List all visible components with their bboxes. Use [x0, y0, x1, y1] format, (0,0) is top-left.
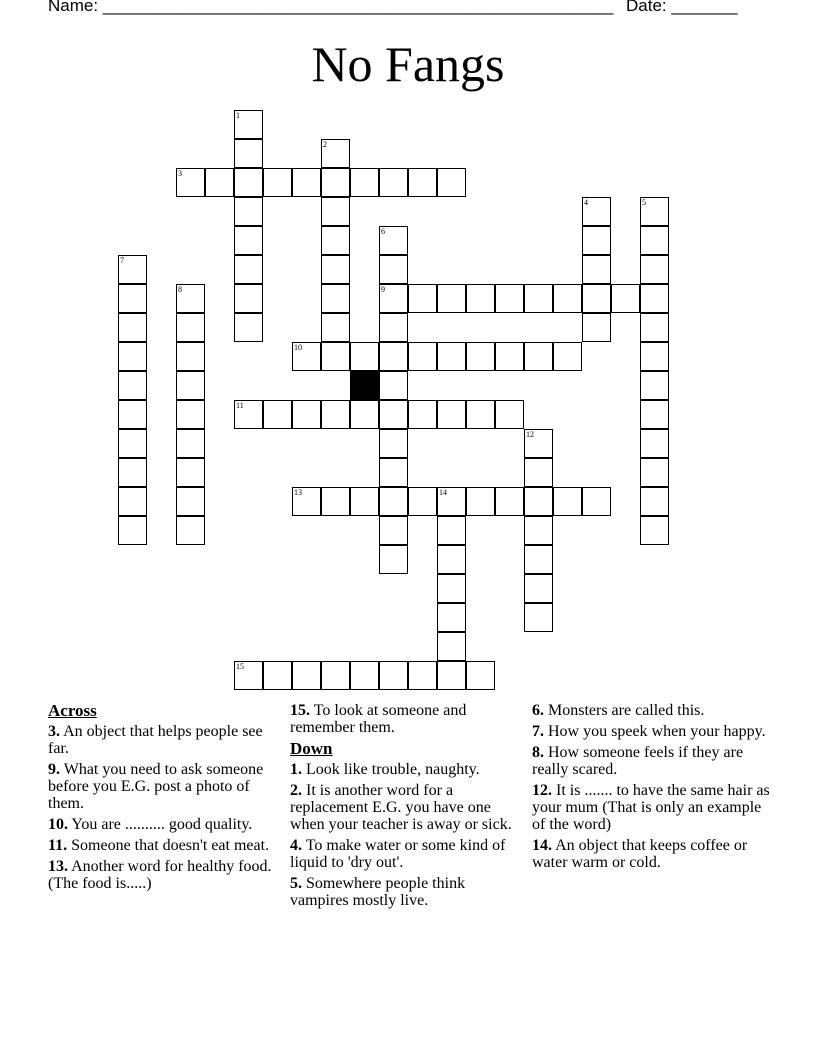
grid-cell[interactable] [234, 139, 263, 168]
grid-cell[interactable] [437, 661, 466, 690]
clue-number: 13. [48, 858, 68, 875]
clue-number: 6. [532, 702, 544, 719]
page-title: No Fangs [311, 36, 505, 92]
grid-cell[interactable] [524, 429, 553, 458]
grid-cell[interactable] [234, 400, 263, 429]
grid-cell[interactable] [437, 574, 466, 603]
cell-number: 15 [236, 662, 244, 671]
clue-number: 4. [290, 837, 302, 854]
grid-cell[interactable] [553, 284, 582, 313]
clue-down-4 [290, 837, 518, 871]
grid-cell[interactable] [640, 226, 669, 255]
grid-cell[interactable] [640, 197, 669, 226]
clue-number: 10. [48, 816, 68, 833]
clue-text: How someone feels if they are really scared. [532, 744, 744, 778]
grid-cell[interactable] [118, 255, 147, 284]
date-field[interactable]: Date: _______ [626, 0, 738, 15]
grid-cell[interactable] [321, 313, 350, 342]
clue-down-1 [290, 761, 518, 778]
grid-cell[interactable] [176, 313, 205, 342]
grid-cell[interactable] [379, 400, 408, 429]
grid-cell[interactable] [379, 487, 408, 516]
grid-cell[interactable] [640, 313, 669, 342]
grid-cell[interactable] [524, 342, 553, 371]
grid-cell[interactable] [611, 284, 640, 313]
grid-cell[interactable] [553, 487, 582, 516]
clue-down-14 [532, 837, 772, 871]
grid-cell[interactable] [437, 168, 466, 197]
grid-cell[interactable] [640, 458, 669, 487]
clue-text: It is another word for a replacement E.G. you have one when your teacher is away or sick. [290, 782, 512, 833]
grid-cell[interactable] [408, 284, 437, 313]
clue-number: 11. [48, 837, 68, 854]
grid-cell[interactable] [640, 429, 669, 458]
cell-number: 5 [642, 198, 646, 207]
clue-across-3 [48, 723, 280, 757]
grid-cell[interactable] [524, 574, 553, 603]
grid-cell[interactable] [176, 458, 205, 487]
grid-cell[interactable] [524, 545, 553, 574]
grid-cell[interactable] [350, 342, 379, 371]
clue-text: An object that keeps coffee or water warm or cold. [532, 837, 748, 871]
clue-number: 2. [290, 782, 302, 799]
grid-cell[interactable] [176, 429, 205, 458]
name-field[interactable]: Name: ______________________________________________________ [48, 0, 614, 15]
grid-cell[interactable] [234, 661, 263, 690]
cell-number: 14 [439, 488, 447, 497]
grid-cell[interactable] [466, 284, 495, 313]
grid-cell[interactable] [408, 400, 437, 429]
grid-cell[interactable] [292, 168, 321, 197]
grid-cell[interactable] [408, 487, 437, 516]
grid-cell[interactable] [582, 284, 611, 313]
grid-cell[interactable] [321, 487, 350, 516]
grid-cell[interactable] [379, 313, 408, 342]
clue-across-10 [48, 816, 280, 833]
cell-number: 12 [526, 430, 534, 439]
clue-number: 12. [532, 782, 552, 799]
grid-cell[interactable] [263, 400, 292, 429]
grid-cell[interactable] [466, 342, 495, 371]
grid-cell[interactable] [379, 168, 408, 197]
clue-text: What you need to ask someone before you E.G. post a photo of them. [48, 761, 264, 812]
grid-cell[interactable] [176, 284, 205, 313]
cell-number: 7 [120, 256, 124, 265]
grid-cell[interactable] [321, 255, 350, 284]
clue-down-6 [532, 702, 772, 719]
grid-cell[interactable] [321, 168, 350, 197]
grid-cell[interactable] [176, 342, 205, 371]
grid-cell[interactable] [466, 661, 495, 690]
grid-cell[interactable] [118, 313, 147, 342]
grid-cell[interactable] [350, 400, 379, 429]
clue-text: You are .......... good quality. [71, 816, 253, 833]
clue-text: Look like trouble, naughty. [306, 761, 480, 778]
clue-number: 8. [532, 744, 544, 761]
grid-cell[interactable] [379, 342, 408, 371]
clue-number: 15. [290, 702, 310, 719]
grid-cell[interactable] [437, 400, 466, 429]
grid-cell[interactable] [524, 284, 553, 313]
grid-cell[interactable] [350, 661, 379, 690]
clue-text: To look at someone and remember them. [290, 702, 467, 736]
grid-cell[interactable] [408, 661, 437, 690]
grid-cell[interactable] [379, 661, 408, 690]
clue-text: Monsters are called this. [548, 702, 705, 719]
across-heading: Across [48, 701, 97, 720]
grid-cell[interactable] [437, 545, 466, 574]
grid-cell[interactable] [379, 226, 408, 255]
grid-cell[interactable] [495, 284, 524, 313]
grid-cell[interactable] [176, 371, 205, 400]
grid-cell[interactable] [350, 487, 379, 516]
grid-cell[interactable] [118, 429, 147, 458]
clue-down-5 [290, 875, 518, 909]
grid-cell[interactable] [437, 516, 466, 545]
clue-number: 9. [48, 761, 60, 778]
grid-cell[interactable] [379, 429, 408, 458]
clue-text: Another word for healthy food. (The food is.....) [48, 858, 272, 892]
grid-cell[interactable] [234, 226, 263, 255]
grid-cell[interactable] [321, 226, 350, 255]
clue-number: 7. [532, 723, 544, 740]
grid-cell[interactable] [379, 516, 408, 545]
grid-cell[interactable] [379, 284, 408, 313]
grid-cell[interactable] [524, 516, 553, 545]
grid-cell[interactable] [495, 342, 524, 371]
grid-cell[interactable] [640, 284, 669, 313]
grid-cell[interactable] [118, 400, 147, 429]
grid-cell[interactable] [437, 632, 466, 661]
clue-down-8 [532, 744, 772, 778]
grid-cell[interactable] [263, 168, 292, 197]
grid-cell[interactable] [437, 487, 466, 516]
grid-cell[interactable] [234, 284, 263, 313]
clue-down-7 [532, 723, 772, 740]
grid-cell[interactable] [321, 400, 350, 429]
down-heading: Down [290, 739, 333, 758]
grid-cell[interactable] [466, 487, 495, 516]
clue-number: 3. [48, 723, 60, 740]
grid-cell[interactable] [292, 661, 321, 690]
grid-cell[interactable] [582, 255, 611, 284]
cell-number: 13 [294, 488, 302, 497]
grid-cell[interactable] [118, 458, 147, 487]
grid-cell[interactable] [640, 516, 669, 545]
grid-cell[interactable] [321, 661, 350, 690]
grid-cell[interactable] [234, 197, 263, 226]
grid-cell[interactable] [292, 342, 321, 371]
grid-cell[interactable] [176, 168, 205, 197]
clue-number: 5. [290, 875, 302, 892]
grid-cell[interactable] [582, 487, 611, 516]
grid-cell[interactable] [640, 487, 669, 516]
grid-cell[interactable] [495, 487, 524, 516]
grid-cell[interactable] [379, 545, 408, 574]
cell-number: 2 [323, 140, 327, 149]
grid-cell[interactable] [408, 168, 437, 197]
clue-down-2 [290, 782, 518, 833]
grid-cell[interactable] [350, 168, 379, 197]
grid-cell[interactable] [437, 603, 466, 632]
grid-cell[interactable] [640, 255, 669, 284]
grid-cell[interactable] [263, 661, 292, 690]
cell-number: 9 [381, 285, 385, 294]
grid-cell[interactable] [437, 284, 466, 313]
grid-cell[interactable] [118, 284, 147, 313]
cell-number: 10 [294, 343, 302, 352]
grid-cell[interactable] [118, 371, 147, 400]
grid-cell[interactable] [640, 342, 669, 371]
grid-cell[interactable] [379, 255, 408, 284]
grid-cell[interactable] [321, 342, 350, 371]
grid-cell[interactable] [582, 197, 611, 226]
grid-cell[interactable] [582, 313, 611, 342]
clue-number: 1. [290, 761, 302, 778]
clue-across-15 [290, 702, 518, 736]
grid-cell[interactable] [553, 342, 582, 371]
clue-number: 14. [532, 837, 552, 854]
clue-column-2 [290, 702, 518, 913]
clue-text: How you speek when your happy. [548, 723, 766, 740]
cell-number: 4 [584, 198, 588, 207]
cell-number: 3 [178, 169, 182, 178]
grid-cell[interactable] [379, 371, 408, 400]
grid-cell[interactable] [118, 342, 147, 371]
grid-cell[interactable] [176, 516, 205, 545]
clue-text: Someone that doesn't eat meat. [71, 837, 270, 854]
cell-number: 8 [178, 285, 182, 294]
grid-cell[interactable] [292, 400, 321, 429]
grid-cell[interactable] [176, 487, 205, 516]
grid-cell[interactable] [234, 313, 263, 342]
clue-across-9 [48, 761, 280, 812]
clue-across-11 [48, 837, 280, 854]
grid-cell[interactable] [234, 110, 263, 139]
clue-column-3 [532, 702, 772, 875]
grid-cell[interactable] [234, 168, 263, 197]
clue-text: To make water or some kind of liquid to 'dry out'. [290, 837, 506, 871]
clue-text: Somewhere people think vampires mostly live. [290, 875, 466, 909]
grid-cell[interactable] [524, 603, 553, 632]
grid-cell[interactable] [321, 139, 350, 168]
grid-cell[interactable] [234, 255, 263, 284]
grid-cell[interactable] [640, 371, 669, 400]
grid-cell[interactable] [118, 516, 147, 545]
grid-cell[interactable] [118, 487, 147, 516]
grid-cell[interactable] [524, 487, 553, 516]
clue-text: An object that helps people see far. [48, 723, 263, 757]
cell-number: 1 [236, 111, 240, 120]
clue-column-1 [48, 702, 280, 896]
grid-cell[interactable] [176, 400, 205, 429]
grid-cell[interactable] [640, 400, 669, 429]
grid-cell[interactable] [292, 487, 321, 516]
grid-cell[interactable] [379, 458, 408, 487]
grid-cell[interactable] [495, 400, 524, 429]
grid-cell[interactable] [408, 342, 437, 371]
grid-cell[interactable] [466, 400, 495, 429]
clue-down-12 [532, 782, 772, 833]
clue-text: It is ....... to have the same hair as your mum (That is only an example of the word) [532, 782, 770, 833]
cell-number: 11 [236, 401, 244, 410]
grid-cell[interactable] [205, 168, 234, 197]
grid-cell[interactable] [582, 226, 611, 255]
grid-cell[interactable] [321, 197, 350, 226]
grid-cell[interactable] [437, 342, 466, 371]
grid-cell[interactable] [524, 458, 553, 487]
black-square [350, 371, 379, 400]
grid-cell[interactable] [321, 284, 350, 313]
cell-number: 6 [381, 227, 385, 236]
clue-across-13 [48, 858, 280, 892]
